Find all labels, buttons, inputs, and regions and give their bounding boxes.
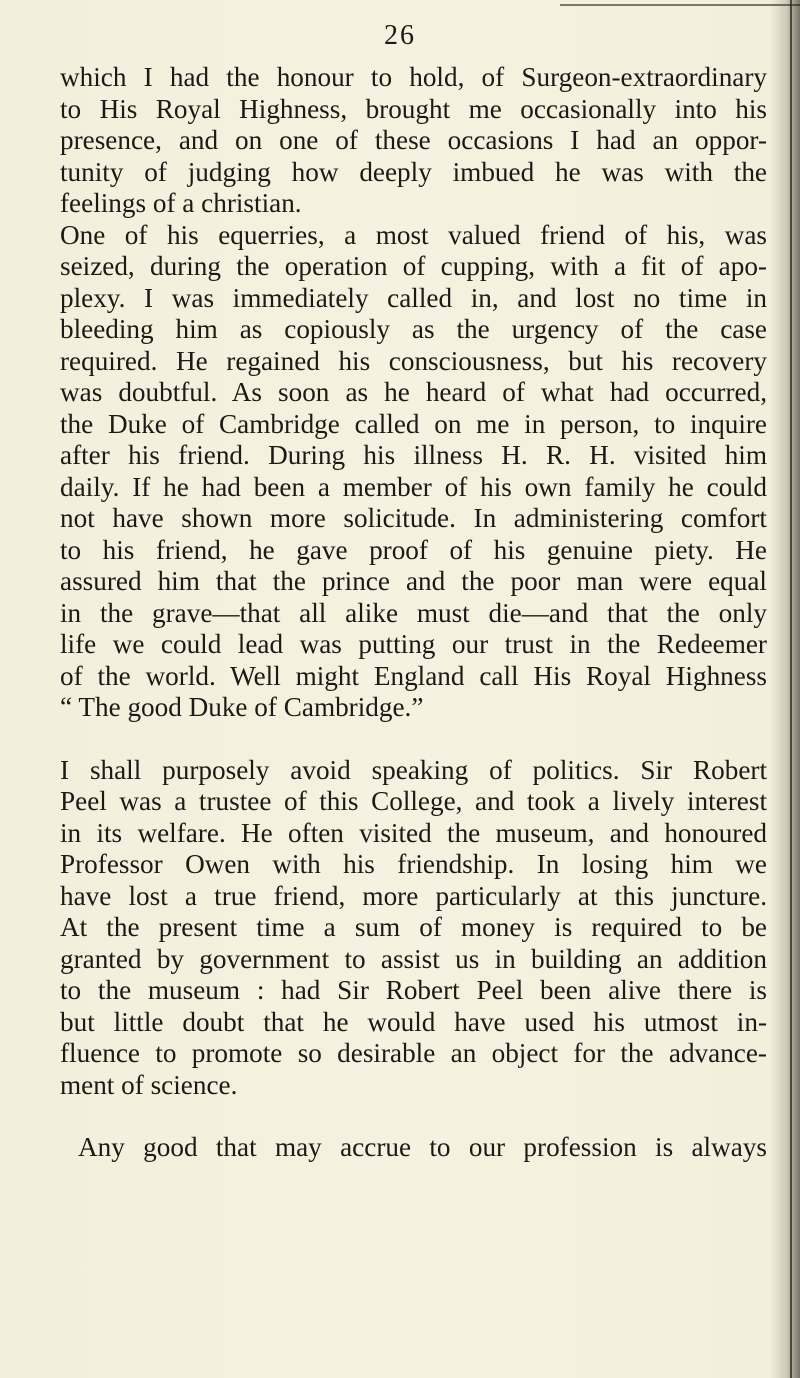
text-line: required. He regained his consciousness, but his recovery bbox=[60, 345, 767, 376]
text-line: tunity of judging how deeply imbued he was with the bbox=[60, 156, 767, 187]
text-line: feelings of a christian. bbox=[60, 188, 302, 218]
page-edge-line bbox=[790, 0, 792, 1378]
text-line: At the present time a sum of money is required to be bbox=[60, 912, 767, 942]
page-edge-shadow bbox=[770, 0, 800, 1378]
text-line: Professor Owen with his friendship. In losing him we bbox=[60, 849, 767, 879]
text-line: which I had the honour to hold, of Surgeon-extraordinary bbox=[60, 62, 767, 92]
text-line: ment of science. bbox=[60, 1069, 238, 1100]
text-line: granted by government to assist us in building an addition bbox=[60, 943, 767, 974]
text-line: after his friend. During his illness H. R. H. visited him bbox=[60, 440, 767, 470]
text-line: life we could lead was putting our trust in the Redeemer bbox=[60, 629, 767, 659]
text-line: of the world. Well might England call His Royal Highness bbox=[60, 660, 767, 691]
text-line: in the grave—that all alike must die—and that the only bbox=[60, 597, 767, 628]
text-line: presence, and on one of these occasions I had an oppor- bbox=[60, 125, 767, 155]
paragraph-gap bbox=[60, 1101, 767, 1132]
text-line: in its welfare. He often visited the museum, and honoured bbox=[60, 817, 767, 848]
text-line: but little doubt that he would have used his utmost in- bbox=[60, 1006, 767, 1037]
text-line: to his friend, he gave proof of his genuine piety. He bbox=[60, 534, 767, 565]
text-line: Peel was a trustee of this College, and took a lively interest bbox=[60, 786, 767, 816]
paragraph-1 bbox=[60, 62, 767, 220]
text-line: fluence to promote so desirable an object for the advance- bbox=[60, 1038, 767, 1068]
text-line: “ The good Duke of Cambridge.” bbox=[60, 692, 424, 722]
page-top-rule bbox=[560, 4, 800, 6]
text-line: was doubtful. As soon as he heard of what had occurred, bbox=[60, 377, 767, 407]
text-line: to the museum : had Sir Robert Peel been alive there is bbox=[60, 975, 767, 1005]
text-line: One of his equerries, a most valued friend of his, was bbox=[60, 219, 767, 250]
text-line: bleeding him as copiously as the urgency of the case bbox=[60, 314, 767, 344]
text-line: I shall purposely avoid speaking of politics. Sir Robert bbox=[60, 754, 767, 785]
paragraph-2 bbox=[60, 220, 767, 724]
text-line: have lost a true friend, more particularly at this juncture. bbox=[60, 880, 767, 911]
paragraph-4 bbox=[60, 1132, 767, 1164]
text-line: to His Royal Highness, brought me occasionally into his bbox=[60, 93, 767, 124]
page-number: 26 bbox=[384, 20, 416, 51]
text-line: daily. If he had been a member of his own family he could bbox=[60, 471, 767, 502]
paragraph-gap bbox=[60, 724, 767, 755]
text-line: not have shown more solicitude. In administering comfort bbox=[60, 503, 767, 533]
text-line: plexy. I was immediately called in, and lost no time in bbox=[60, 282, 767, 313]
text-line: assured him that the prince and the poor man were equal bbox=[60, 566, 767, 596]
paragraph-3 bbox=[60, 755, 767, 1102]
text-line: Any good that may accrue to our profession is always bbox=[78, 1132, 767, 1162]
text-line: seized, during the operation of cupping, with a fit of apo- bbox=[60, 251, 767, 281]
text-line: the Duke of Cambridge called on me in person, to inquire bbox=[60, 408, 767, 439]
body-text bbox=[60, 62, 767, 1164]
